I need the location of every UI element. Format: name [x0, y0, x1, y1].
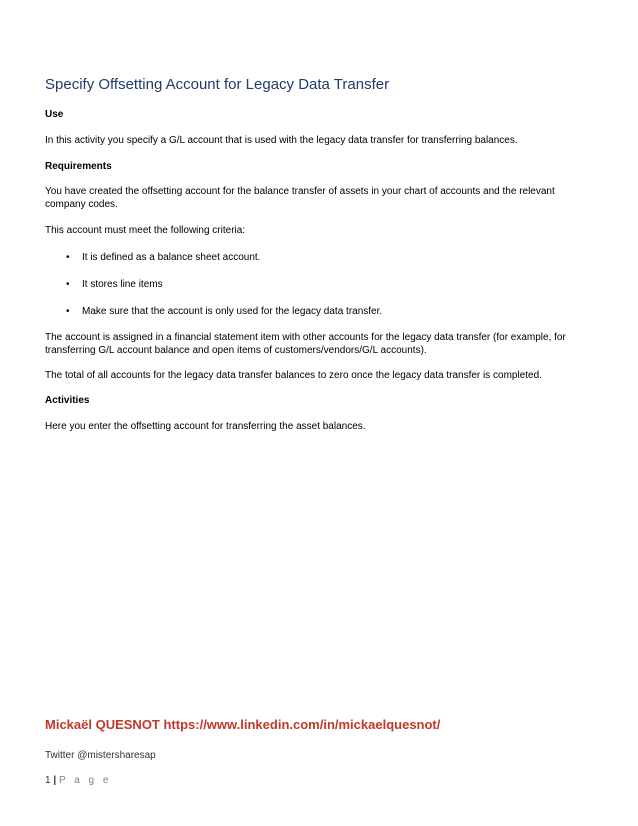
bullet-icon: • [66, 279, 70, 290]
bullet-icon: • [66, 306, 70, 317]
twitter-handle: Twitter @mistersharesap [45, 750, 156, 761]
activities-text: Here you enter the offsetting account for transferring the asset balances. [45, 421, 366, 432]
criteria-item: Make sure that the account is only used for the legacy data transfer. [82, 306, 383, 317]
use-text: In this activity you specify a G/L account that is used with the legacy data transfer for transferring balances. [45, 135, 518, 146]
page-number: 1 [45, 775, 51, 786]
bullet-icon: • [66, 252, 70, 263]
criteria-item: It stores line items [82, 279, 163, 290]
total-text: The total of all accounts for the legacy data transfer balances to zero once the legacy data transfer is completed. [45, 370, 542, 381]
use-heading: Use [45, 109, 64, 120]
page-title: Specify Offsetting Account for Legacy Data Transfer [45, 76, 390, 93]
page-footer [45, 775, 111, 786]
requirements-text: You have created the offsetting account for the balance transfer of assets in your chart of accounts and the relevant company codes. [45, 186, 555, 210]
criteria-intro: This account must meet the following criteria: [45, 225, 246, 236]
page-separator: | [53, 775, 57, 786]
author-link[interactable]: Mickaël QUESNOT https://www.linkedin.com/in/mickaelquesnot/ [45, 717, 441, 732]
criteria-item: It is defined as a balance sheet account. [82, 252, 261, 263]
assignment-text: The account is assigned in a financial statement item with other accounts for the legacy data transfer (for example, for transferring G/L account balance and open items of customers/vendors/G/L accounts). [45, 332, 566, 356]
activities-heading: Activities [45, 395, 90, 406]
requirements-heading: Requirements [45, 161, 112, 172]
page-label: P a g e [58, 775, 112, 786]
